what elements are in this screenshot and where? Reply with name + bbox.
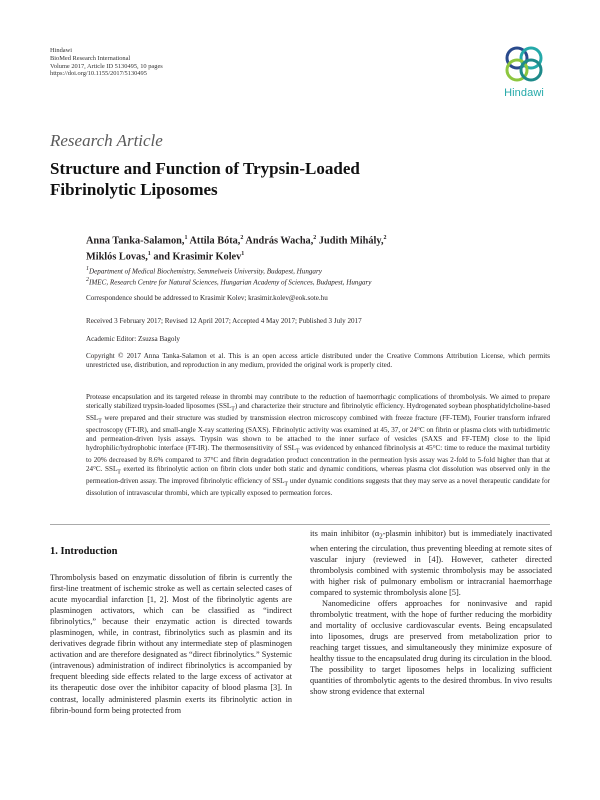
subscript: T	[98, 418, 102, 425]
author-sup: 1	[184, 235, 188, 241]
abstract-text: under dynamic conditions suggests that they may serve as a novel therapeutic candidate for dissolution of intravascular thrombi, which are typically exposed to permeation forces.	[86, 477, 550, 498]
hindawi-rings-icon	[499, 42, 549, 86]
subscript: T	[284, 481, 289, 488]
affiliations	[86, 265, 550, 287]
author: and Krasimir Kolev	[150, 251, 242, 263]
doi-link[interactable]: https://doi.org/10.1155/2017/5130495	[50, 70, 147, 78]
publisher: Hindawi	[50, 47, 73, 54]
logo-text: Hindawi	[504, 87, 544, 99]
authors-line-2	[86, 248, 546, 264]
section-heading: 1. Introduction	[50, 546, 118, 557]
divider	[50, 524, 550, 525]
author-sup: 1	[147, 250, 151, 257]
abstract	[86, 393, 550, 498]
article-title	[50, 158, 530, 200]
abstract-text: was evidenced by enhanced fibrinolysis at 45°C: time to reduce the maximal turbidity to 20% decreased by 8.6% compared to 37°C and fibrin degradation product concentration in the permeation lysis assay was 2-fold to 5-fold higher than that at 24°C. SSL	[86, 443, 550, 473]
subscript: T	[117, 469, 121, 476]
volume-info: Volume 2017, Article ID 5130495, 10 pages	[50, 62, 163, 70]
author: Judith Mihály,	[316, 235, 384, 247]
subscript: 2	[379, 533, 383, 541]
title-line-2: Fibrinolytic Liposomes	[50, 180, 218, 199]
article-type: Research Article	[50, 131, 163, 150]
authors-line-1	[86, 232, 546, 248]
journal-header	[50, 47, 163, 78]
subscript: T	[296, 448, 300, 455]
abstract-text: ) and characterize their structure and fibrinolytic efficiency. Hydrogenated soybean phosphatidylcholine-based SSL	[86, 401, 551, 422]
author-list	[86, 232, 546, 264]
abstract-text: were prepared and their structure was studied by transmission electron microscopy combined with freeze fracture (FF-TEM), Fourier transform infrared spectroscopy (FT-IR), and small-angle X-ray scattering (SAXS). Fibrinolytic activity was examined at 45, 37, or 24°C on fibrin or plasma clots with turbidimetric and permeation-driven lysis assays. Trypsin was shown to be attached to the inner surface of vesicles (SAXS and FF-TEM) close to the lipid hydrophilic/hydrophobic interface (FT-IR). The thermosensitivity of SSL	[86, 414, 550, 452]
paragraph: Thrombolysis based on enzymatic dissolution of fibrin is currently the first-line treatment of ischemic stroke as well as certain selected cases of acute myocardial infarction [1, 2]. Most of the fibrinolytic agents are plasminogen activators, which can be classified as “indirect fibrinolytics,” because their enzymatic action is directed towards plasminogen, while, in contrast, fibrinolytics such as plasmin and its derivatives degrade fibrin without any intermediate step of plasminogen activation and are therefore designated as “direct fibrinolytics.” Systemic (intravenous) administration of indirect fibrinolytics is accompanied by frequent bleeding side effects related to the large excess of activator at its therapeutic dose over the inhibitor capacity of blood plasma [3]. In contrast, locally administered plasmin exerts its fibrinolytic action in fibrin-bound form being protected from	[50, 573, 292, 715]
abstract-text: exerted its fibrinolytic action on fibrin clots under both static and dynamic conditions, whereas plasma clot dissolution was observed only in the permeation-driven assay. The improved fibrinolytic efficiency of SSL	[86, 464, 550, 485]
author: András Wacha,	[243, 235, 314, 247]
paragraph-text: its main inhibitor (α	[310, 529, 380, 538]
author-sup: 2	[240, 235, 244, 241]
author-sup: 2	[383, 235, 387, 241]
author: Anna Tanka-Salamon,	[86, 235, 185, 247]
subscript: T	[231, 406, 235, 413]
paragraph	[310, 528, 552, 598]
hindawi-logo	[494, 42, 554, 106]
publication-dates: Received 3 February 2017; Revised 12 April 2017; Accepted 4 May 2017; Published 3 July 2017	[86, 317, 362, 325]
affiliation-1	[86, 265, 550, 276]
copyright-notice: Copyright © 2017 Anna Tanka-Salamon et al. This is an open access article distributed under the Creative Commons Attribution License, which permits unrestricted use, distribution, and reproduction in any medium, provided the original work is properly cited.	[86, 352, 550, 369]
affiliation-text: Department of Medical Biochemistry, Semmelweis University, Budapest, Hungary	[89, 267, 322, 276]
title-line-1: Structure and Function of Trypsin-Loaded	[50, 159, 360, 178]
author-sup: 2	[313, 235, 317, 241]
affiliation-sup: 1	[86, 266, 89, 272]
author: Miklós Lovas,	[86, 251, 148, 263]
correspondence: Correspondence should be addressed to Krasimir Kolev; krasimir.kolev@eok.sote.hu	[86, 294, 328, 302]
affiliation-2	[86, 276, 550, 287]
journal-name: BioMed Research International	[50, 54, 131, 62]
left-column	[50, 572, 292, 716]
paragraph: Nanomedicine offers approaches for noninvasive and rapid thrombolytic treatment, with the hope of further reducing the morbidity and mortality of occlusive cardiovascular events. Being encapsulated into liposomes, drugs are preserved from metabolization prior to reaching target tissues, and simultaneously they minimize exposure of healthy tissue to the encapsulated drug during its circulation in the blood. The possibility to target liposomes helps in localizing sufficient quantities of thrombolytic agents to the desired thrombus. In vivo results show strong evidence that external	[310, 598, 552, 697]
author: Attila Bóta,	[187, 235, 241, 247]
abstract-text: Protease encapsulation and its targeted release in thrombi may contribute to the reduction of haemorrhagic complications of thrombolysis. We aimed to prepare sterically stabilized trypsin-loaded liposomes (SSL	[86, 393, 550, 410]
right-column	[310, 528, 552, 697]
affiliation-text: IMEC, Research Centre for Natural Sciences, Hungarian Academy of Sciences, Budapest, Hungary	[89, 278, 372, 287]
paragraph-text: -plasmin inhibitor) but is immediately inactivated when entering the circulation, thus preventing bleeding at remote sites of vascular injury (reviewed in [4]). However, catheter directed thrombolysis combined with systemic thrombolysis may be associated with higher risk of pulmonary embolism or intracranial haemorrhage compared to systemic thrombolysis alone [5].	[310, 529, 553, 597]
author-sup: 1	[241, 250, 245, 257]
affiliation-sup: 2	[86, 277, 89, 284]
academic-editor: Academic Editor: Zsuzsa Bagoly	[86, 335, 180, 343]
